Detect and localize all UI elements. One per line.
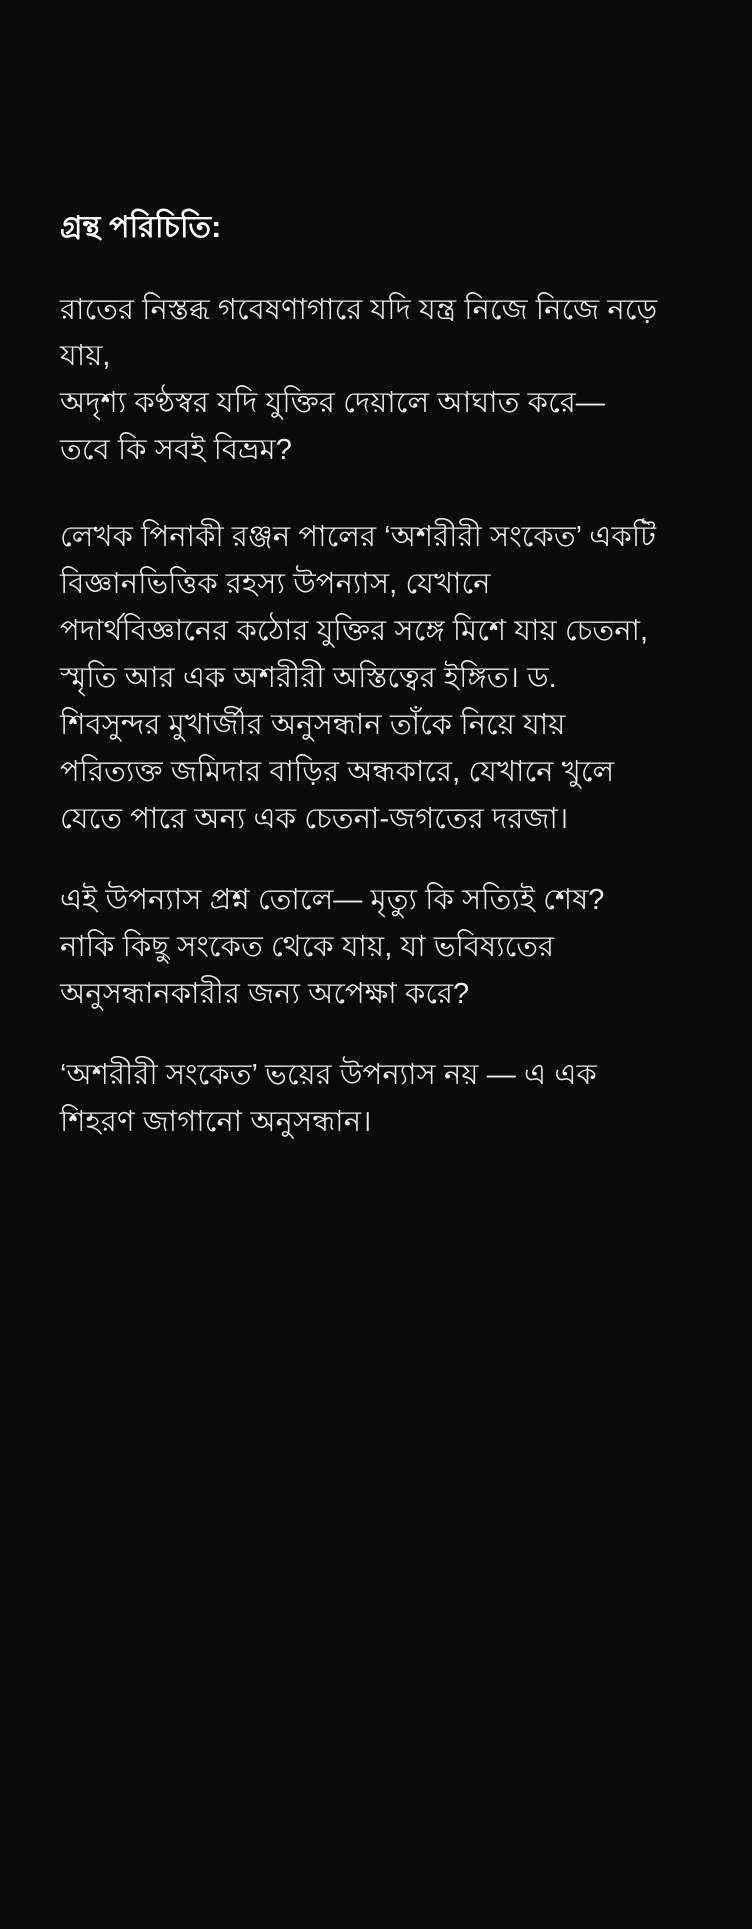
verse-line-2: অদৃশ্য কণ্ঠস্বর যদি যুক্তির দেয়ালে আঘাত করে— তবে কি সবই বিভ্রম?	[60, 387, 605, 467]
verse-line-1: রাতের নিস্তব্ধ গবেষণাগারে যদি যন্ত্র নিজে নিজে নড়ে যায়,	[60, 293, 658, 373]
closing-paragraph: ‘অশরীরী সংকেত’ ভয়ের উপন্যাস নয় — এ এক শিহরণ জাগানো অনুসন্ধান।	[60, 1059, 597, 1139]
verse-block	[60, 287, 660, 475]
body-paragraph-2: এই উপন্যাস প্রশ্ন তোলে— মৃত্যু কি সত্যিই শেষ? নাকি কিছু সংকেত থেকে যায়, যা ভবিষ্যতের অনুসন্ধানকারীর জন্য অপেক্ষা করে?	[60, 884, 605, 1011]
page-title: গ্রন্থ পরিচিতি:	[60, 211, 222, 244]
body-paragraph-1: লেখক পিনাকী রঞ্জন পালের ‘অশরীরী সংকেত’ একটি বিজ্ঞানভিত্তিক রহস্য উপন্যাস, যেখানে পদার্থবিজ্ঞানের কঠোর যুক্তির সঙ্গে মিশে যায় চেতনা, স্মৃতি আর এক অশরীরী অস্তিত্বের ইঙ্গিত। ড. শিবসুন্দর মুখার্জীর অনুসন্ধান তাঁকে নিয়ে যায় পরিত্যক্ত জমিদার বাড়ির অন্ধকারে, যেখানে খুলে যেতে পারে অন্য এক চেতনা-জগতের দরজা।	[60, 521, 657, 836]
